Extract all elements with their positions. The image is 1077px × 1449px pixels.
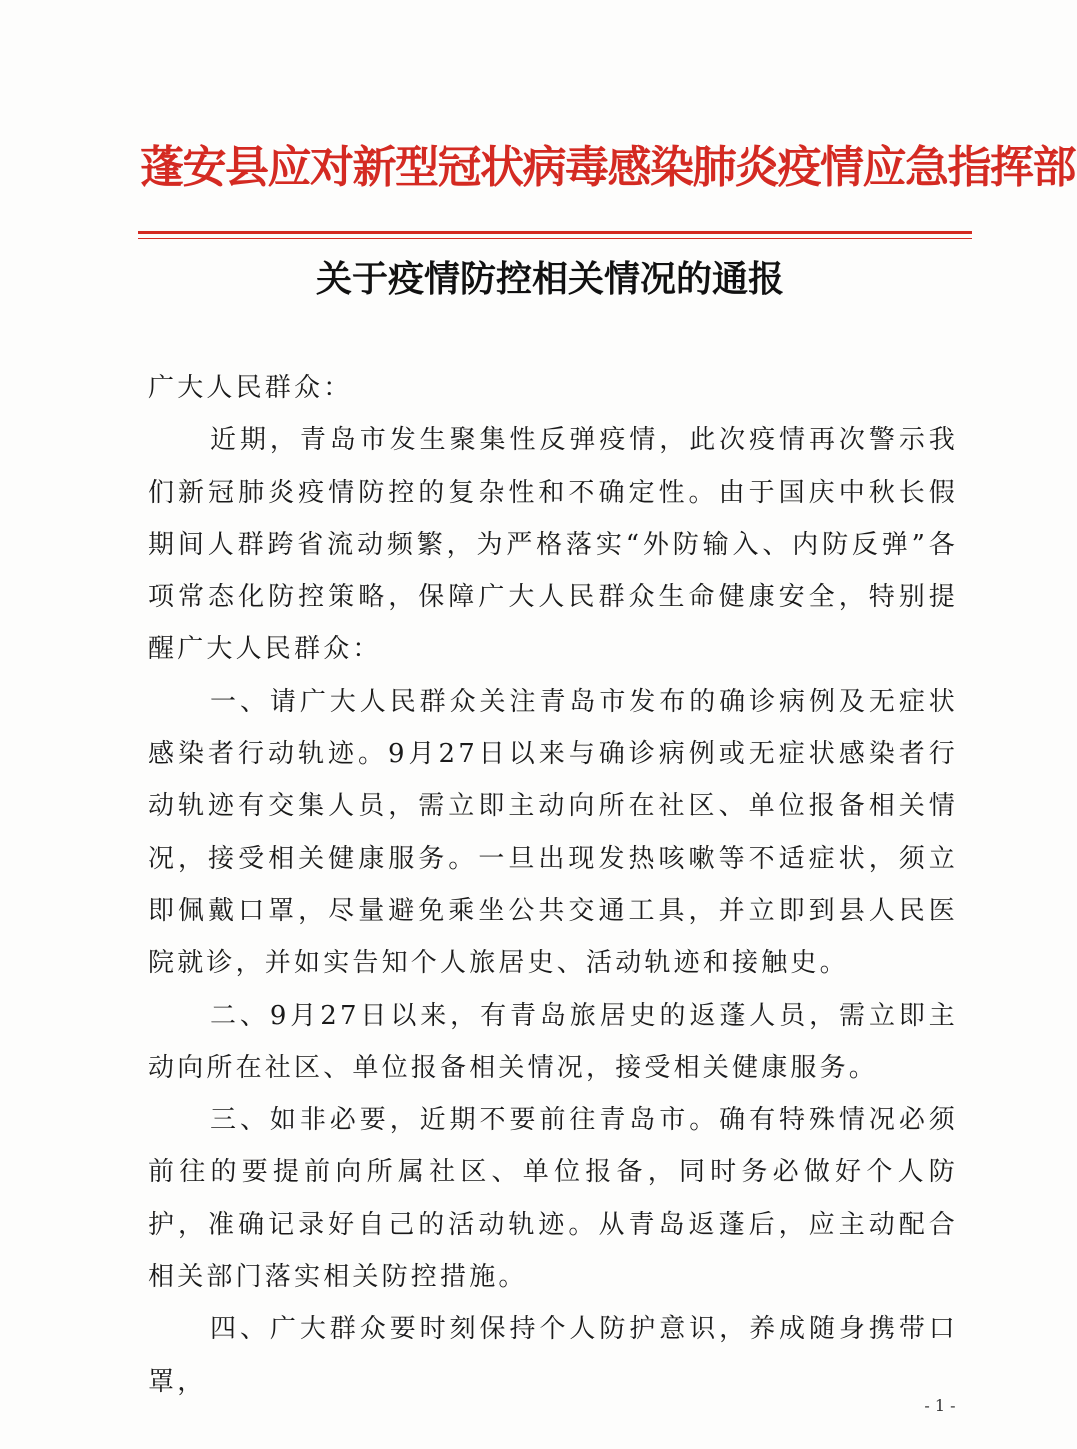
paragraph-intro: 近期，青岛市发生聚集性反弹疫情，此次疫情再次警示我们新冠肺炎疫情防控的复杂性和不确定性。由于国庆中秋长假期间人群跨省流动频繁，为严格落实“外防输入、内防反弹”各项常态化防控策略，保障广大人民群众生命健康安全，特别提醒广大人民群众： bbox=[148, 425, 958, 665]
document-title: 关于疫情防控相关情况的通报 bbox=[315, 258, 784, 300]
issuer-header: 蓬安县应对新型冠状病毒感染肺炎疫情应急指挥部 bbox=[140, 142, 1075, 193]
paragraph-item-3: 三、如非必要，近期不要前往青岛市。确有特殊情况必须前往的要提前向所属社区、单位报备，同时务必做好个人防护，准确记录好自己的活动轨迹。从青岛返蓬后，应主动配合相关部门落实相关防控措施。 bbox=[148, 1105, 958, 1293]
header-rule-thin bbox=[138, 238, 972, 239]
paragraph-item-4: 四、广大群众要时刻保持个人防护意识，养成随身携带口罩， bbox=[148, 1314, 958, 1397]
page-number: - 1 - bbox=[924, 1396, 956, 1415]
paragraph-item-1: 一、请广大人民群众关注青岛市发布的确诊病例及无症状感染者行动轨迹。9月27日以来与确诊病例或无症状感染者行动轨迹有交集人员，需立即主动向所在社区、单位报备相关情况，接受相关健康服务。一旦出现发热咳嗽等不适症状，须立即佩戴口罩，尽量避免乘坐公共交通工具，并立即到县人民医院就诊，并如实告知个人旅居史、活动轨迹和接触史。 bbox=[148, 686, 958, 979]
salutation: 广大人民群众： bbox=[148, 373, 353, 403]
header-rule-thick bbox=[138, 231, 972, 234]
paragraph-item-2: 二、9月27日以来，有青岛旅居史的返蓬人员，需立即主动向所在社区、单位报备相关情况，接受相关健康服务。 bbox=[148, 1000, 958, 1083]
document-body bbox=[148, 362, 958, 1408]
